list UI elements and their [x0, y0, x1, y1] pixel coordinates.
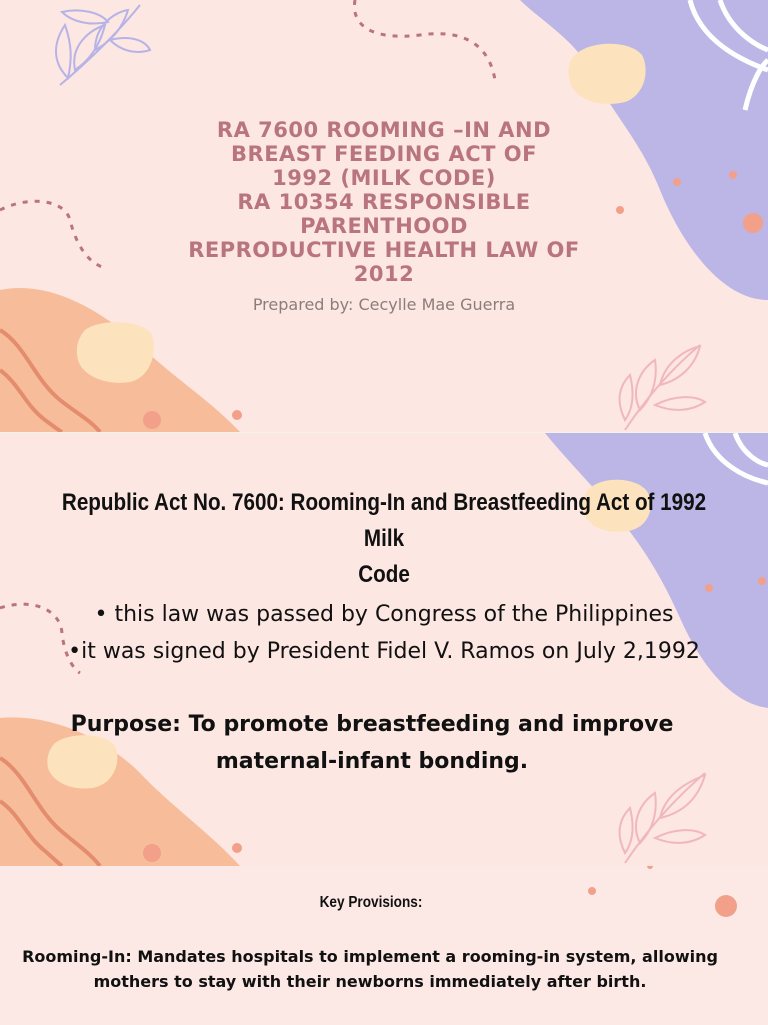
dot — [729, 171, 737, 179]
provision-line: mothers to stay with their newborns immediately after birth. — [93, 972, 647, 991]
title-line: RA 7600 ROOMING –IN AND — [216, 118, 552, 142]
butter-blob — [568, 44, 645, 104]
purpose-line: maternal-infant bonding. — [215, 749, 529, 774]
purpose-statement — [0, 706, 744, 780]
dot — [232, 410, 242, 420]
dot — [715, 895, 737, 917]
republic-act-slide — [0, 432, 768, 866]
title-line: 1992 (MILK CODE) — [272, 166, 496, 190]
dot — [143, 411, 161, 429]
prepared-by: Prepared by: Cecylle Mae Guerra — [252, 295, 516, 314]
heading-line: Republic Act No. 7600: Rooming-In and Breastfeeding Act of 1992 Milk — [61, 489, 707, 552]
slide-heading — [54, 485, 714, 593]
leaf-branch-icon — [620, 773, 705, 863]
title-line: 2012 — [353, 262, 415, 286]
title-line: PARENTHOOD — [300, 214, 468, 238]
leaf-branch-icon — [620, 345, 705, 430]
key-provisions-slide — [0, 866, 768, 1025]
dot — [758, 577, 766, 585]
title-line: REPRODUCTIVE HEALTH LAW OF — [188, 238, 580, 262]
title-line: BREAST FEEDING ACT OF — [231, 142, 537, 166]
key-provisions-heading: Key Provisions: — [319, 894, 423, 911]
leaf-branch-icon — [56, 5, 150, 85]
dot — [647, 866, 653, 869]
dashed-squiggle — [354, 0, 495, 80]
title-line: RA 10354 RESPONSIBLE — [237, 190, 531, 214]
purpose-line: Purpose: To promote breastfeeding and improve — [70, 712, 674, 737]
title-slide — [0, 0, 768, 432]
bullet-item: • this law was passed by Congress of the Philippines — [94, 602, 674, 627]
dot — [673, 178, 681, 186]
bullet-item: •it was signed by President Fidel V. Ramos on July 2,1992 — [68, 639, 700, 664]
provision-line: Rooming-In: Mandates hospitals to implement a rooming-in system, allowing — [22, 947, 718, 966]
dot — [743, 213, 763, 233]
heading-line: Code — [358, 561, 410, 588]
dashed-squiggle — [0, 201, 105, 268]
dot — [232, 843, 242, 853]
fact-bullets — [0, 596, 768, 670]
dot — [143, 844, 161, 862]
presentation-title — [150, 118, 618, 286]
rooming-in-provision — [20, 944, 720, 994]
butter-blob — [77, 322, 154, 383]
